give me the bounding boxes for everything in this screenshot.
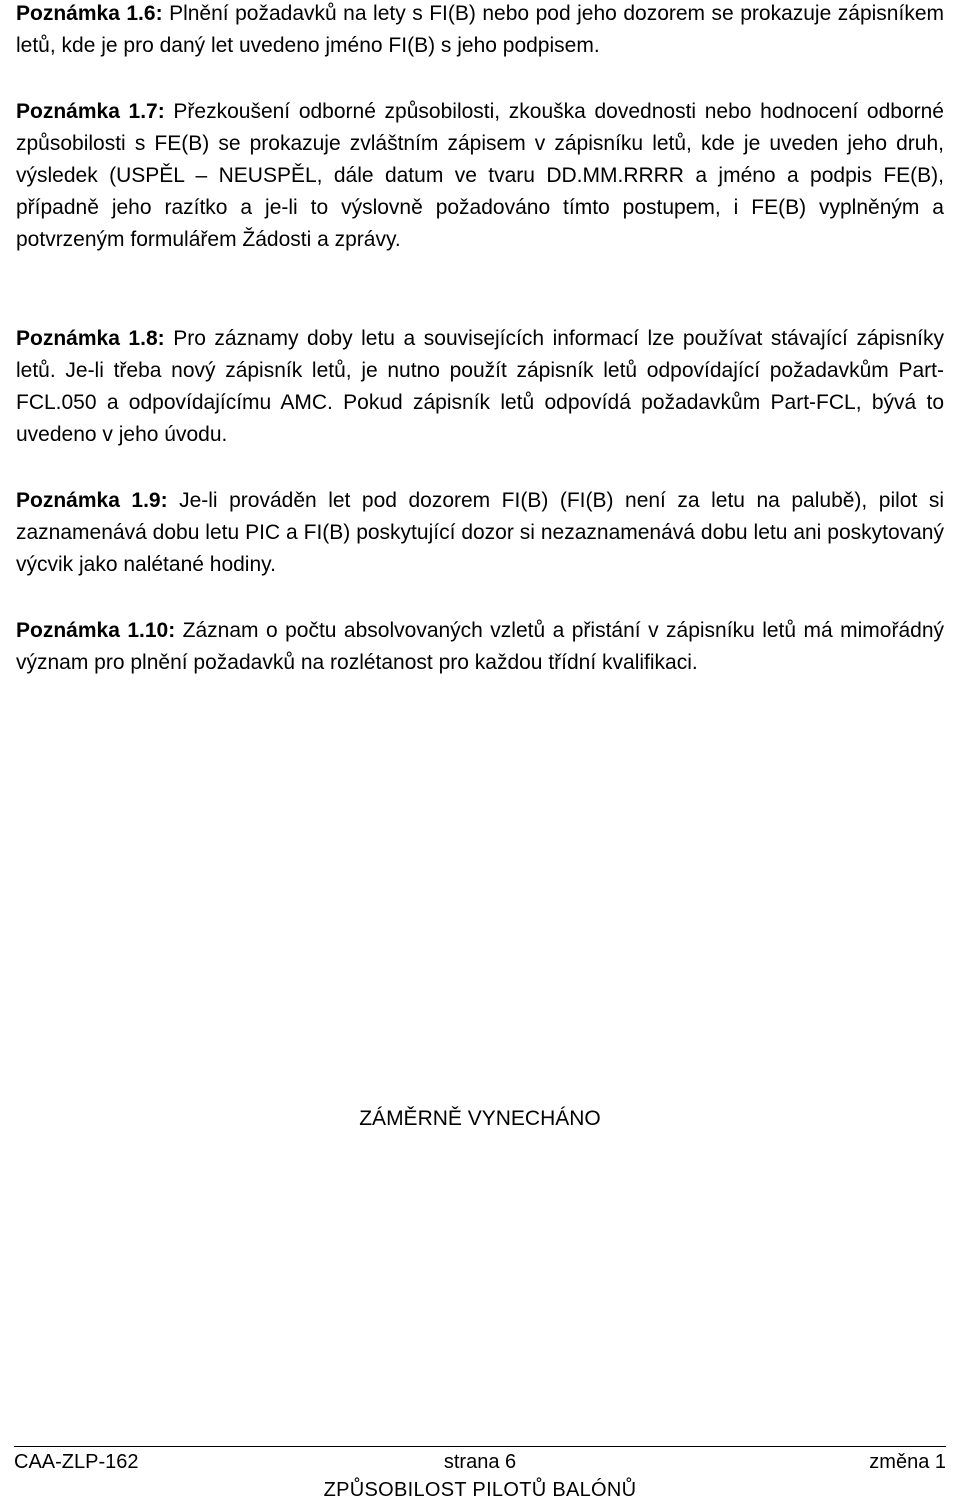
note-1-9 xyxy=(16,485,944,581)
note-label: Poznámka 1.8: xyxy=(16,327,165,350)
note-text: Přezkoušení odborné způsobilosti, zkouška dovednosti nebo hodnocení odborné způsobilosti s FE(B) se prokazuje zvláštním zápisem v zápisníku letů, kde je uveden jeho druh, výsledek (USPĚL – NEUSPĚL, dále datum ve tvaru DD.MM.RRRR a jméno a podpis FE(B), případně jeho razítko a je-li to výslovně požadováno tímto postupem, i FE(B) vyplněným a potvrzeným formulářem Žádosti a zprávy. xyxy=(16,100,944,251)
intentionally-blank-notice: ZÁMĚRNĚ VYNECHÁNO xyxy=(359,1107,601,1130)
note-text: Záznam o počtu absolvovaných vzletů a přistání v zápisníku letů má mimořádný význam pro plnění požadavků na rozlétanost pro každou třídní kvalifikaci. xyxy=(16,619,945,674)
note-1-6 xyxy=(16,0,944,62)
note-label: Poznámka 1.6: xyxy=(16,2,163,25)
footer-doc-id: CAA-ZLP-162 xyxy=(14,1451,139,1473)
note-label: Poznámka 1.10: xyxy=(16,619,176,642)
footer-row xyxy=(14,1447,946,1473)
footer-revision: změna 1 xyxy=(869,1451,946,1473)
note-label: Poznámka 1.9: xyxy=(16,489,168,512)
note-label: Poznámka 1.7: xyxy=(16,100,165,123)
note-text: Pro záznamy doby letu a souvisejících informací lze používat stávající zápisníky letů. Je-li třeba nový zápisník letů, je nutno použít zápisník letů odpovídající požadavkům Part-FCL.050 a odpovídajícímu AMC. Pokud zápisník letů odpovídá požadavkům Part-FCL, bývá to uvedeno v jeho úvodu. xyxy=(16,327,944,446)
note-text: Je-li prováděn let pod dozorem FI(B) (FI(B) není za letu na palubě), pilot si zaznamenává dobu letu PIC a FI(B) poskytující dozor si nezaznamenává dobu letu ani poskytovaný výcvik jako nalétané hodiny. xyxy=(16,489,944,576)
footer-document-title: ZPŮSOBILOST PILOTŮ BALÓNŮ xyxy=(323,1479,637,1501)
page-footer xyxy=(14,1446,946,1503)
footer-page-number: strana 6 xyxy=(443,1451,517,1473)
note-1-8 xyxy=(16,323,944,451)
note-1-7 xyxy=(16,96,944,256)
note-1-10 xyxy=(16,615,944,679)
note-text: Plnění požadavků na lety s FI(B) nebo pod jeho dozorem se prokazuje zápisníkem letů, kde je pro daný let uvedeno jméno FI(B) s jeho podpisem. xyxy=(16,2,944,57)
